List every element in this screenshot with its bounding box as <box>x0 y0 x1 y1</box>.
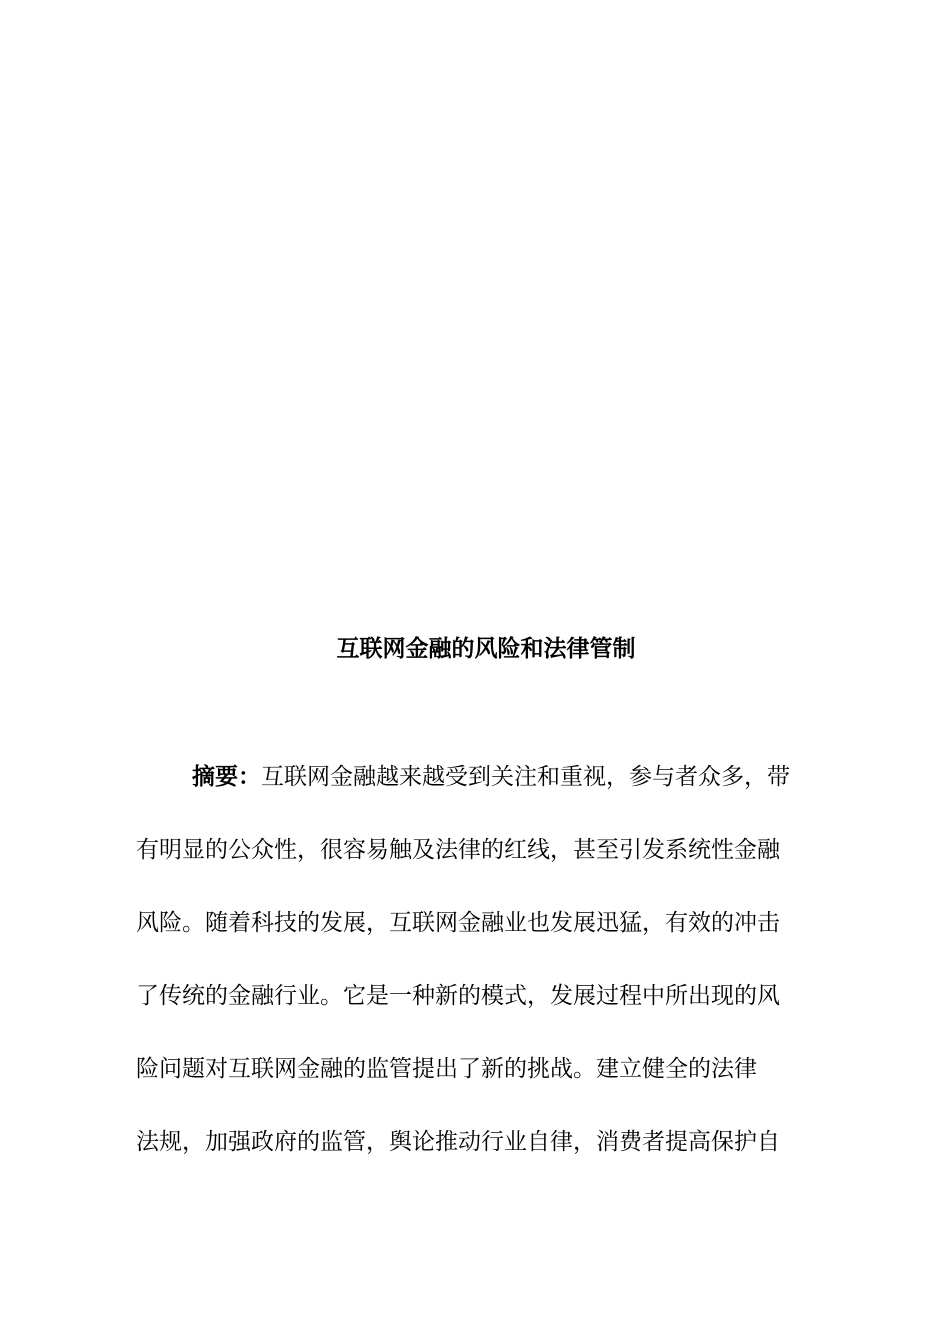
abstract-line-3: 风险。随着科技的发展，互联网金融业也发展迅猛，有效的冲击 <box>136 910 780 936</box>
abstract-line-5: 险问题对互联网金融的监管提出了新的挑战。建立健全的法律 <box>136 1056 757 1082</box>
document-title: 互联网金融的风险和法律管制 <box>336 636 636 662</box>
abstract-line-6: 法规，加强政府的监管，舆论推动行业自律，消费者提高保护自 <box>136 1129 780 1155</box>
abstract-label: 摘要： <box>192 764 261 790</box>
abstract-line-4: 了传统的金融行业。它是一种新的模式，发展过程中所出现的风 <box>136 983 780 1009</box>
abstract-line-1-text: 互联网金融越来越受到关注和重视，参与者众多，带 <box>261 764 790 790</box>
abstract-line-1 <box>192 760 790 794</box>
abstract-line-2: 有明显的公众性，很容易触及法律的红线，甚至引发系统性金融 <box>136 837 780 863</box>
